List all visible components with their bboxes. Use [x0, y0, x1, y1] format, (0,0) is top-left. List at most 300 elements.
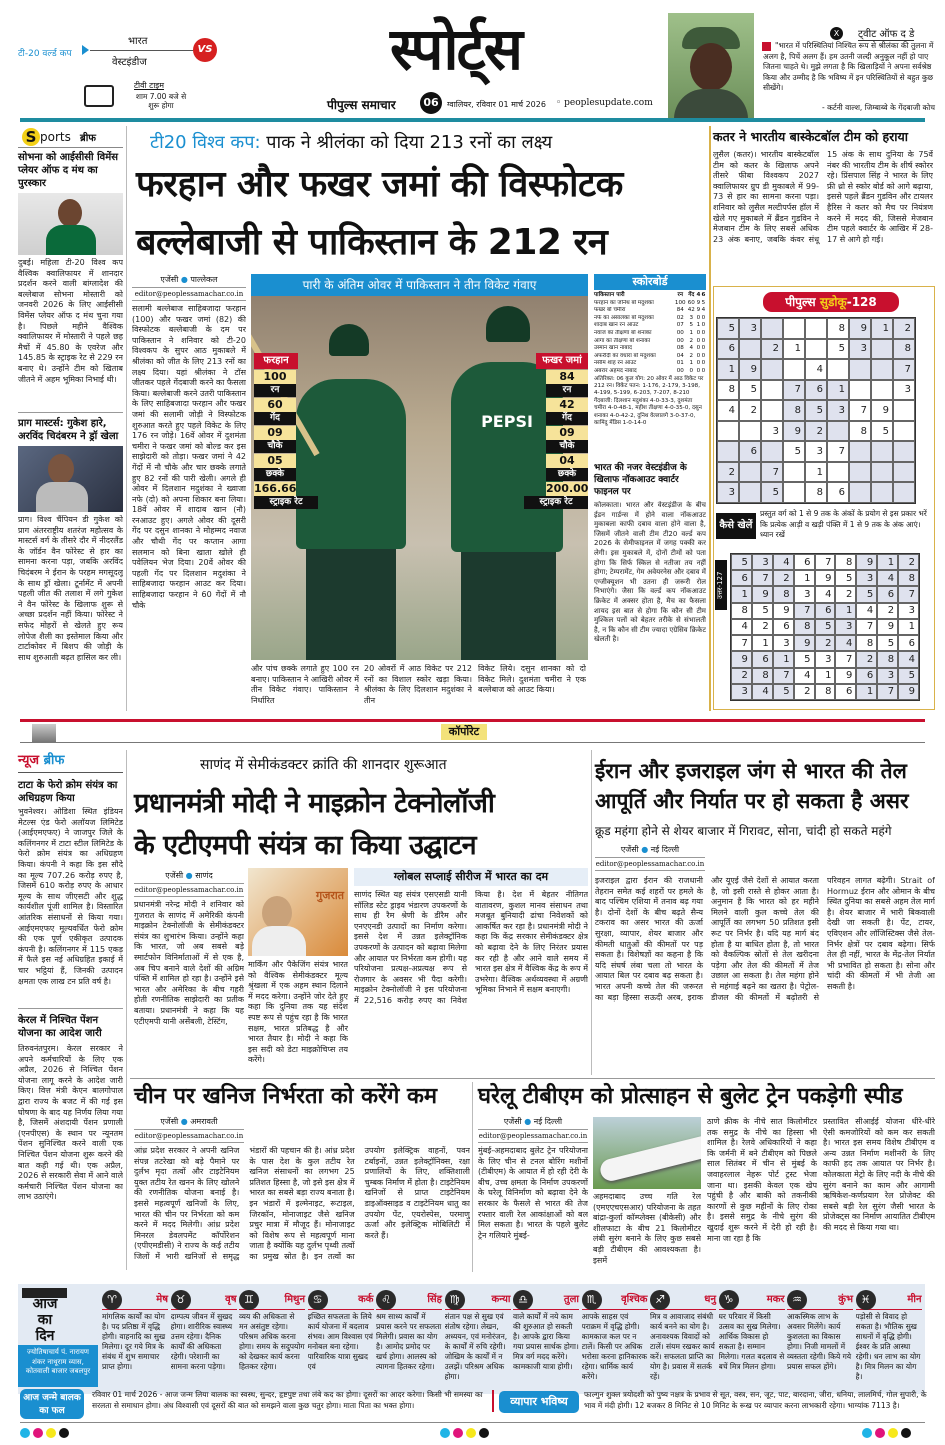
scoreboard-cell: 08	[676, 345, 684, 352]
scoreboard-cell: 0	[701, 329, 706, 336]
sudoku-cell[interactable]	[893, 441, 915, 462]
sudoku-cell[interactable]	[783, 318, 805, 339]
solution-cell: 7	[815, 554, 836, 570]
sudoku-cell[interactable]: 5	[761, 482, 783, 503]
sudoku-cell[interactable]: 3	[805, 441, 827, 462]
farhan-name: फरहान	[254, 353, 298, 369]
scoreboard-cell: अबरार अहमद नाबाद	[594, 367, 637, 374]
sudoku-cell[interactable]: 5	[805, 400, 827, 421]
sudoku-cell[interactable]	[739, 339, 761, 360]
solution-cell: 6	[773, 619, 794, 635]
sign-name	[787, 1290, 853, 1310]
solution-cell: 2	[835, 586, 856, 602]
sudoku-cell[interactable]: 2	[717, 462, 739, 483]
micron-kicker: साणंद में सेमीकंडक्टर क्रांति की शानदार शुरूआत	[200, 757, 447, 773]
sudoku-cell[interactable]	[871, 339, 893, 360]
solution-cell: 2	[856, 651, 877, 667]
scoreboard-cell: 0	[696, 360, 701, 367]
iran-column	[595, 844, 705, 874]
qatar-body: लुसैल (कतर)। भारतीय बास्केटबॉल टीम को कतर के खिलाफ अपने तीसरे फीबा विश्वकप 2027 क्वालिफायर ग्रुप डी मुकाबले में 99-73 से हार का सामना करना पड़ा। शनिवार को लुसैल मल्टीपर्पस हॉल में खेले गए मुकाबले में ब्रैंडन गुडविन ने मेजबान टीम के लिए सबसे अधिक 23 अंक बनाए, जबकि कंवर संधू 15 अंक के साथ दुनिया के 75वें नंबर की भारतीय टीम के शीर्ष स्कोरर रहे। प्रिंसपाल सिंह ने भारत के लिए फ्री थ्रो से स्कोर बोर्ड को आगे बढ़ाया, इससे पहले ब्रैंडन गुडविन और टायलर हैरिस ने कतर को मैच पर नियंत्रण करने में मदद की, जिससे मेजबान टीम पहले क्वार्टर के आखिर में 28-17 से आगे हो गई।	[713, 150, 933, 244]
solution-cell: 6	[856, 668, 877, 684]
sudoku-cell[interactable]: 9	[739, 359, 761, 380]
scoreboard-cell: 9	[696, 307, 701, 314]
sudoku-title-a: पीपुल्स	[785, 295, 816, 309]
sudoku-cell[interactable]: 5	[871, 421, 893, 442]
scoreboard-cell: 100	[674, 299, 686, 306]
paper-name: पीपुल्स समाचार	[327, 98, 396, 112]
zodiac-icon: ♈	[102, 1290, 122, 1310]
bottom-rule	[20, 1422, 925, 1423]
sign-label: सिंह	[427, 1294, 442, 1305]
iran-headline-1: ईरान और इजराइल जंग से भारत की तेल	[595, 759, 907, 783]
solution-cell: 3	[835, 619, 856, 635]
horoscope-sign	[376, 1290, 442, 1390]
sudoku-cell[interactable]	[761, 359, 783, 380]
sign-name	[376, 1290, 442, 1310]
x-logo-icon: X	[830, 27, 843, 40]
sudoku-cell[interactable]	[893, 400, 915, 421]
team1: भारत	[128, 36, 148, 47]
sudoku-cell[interactable]: 8	[893, 339, 915, 360]
solution-cell: 1	[815, 668, 836, 684]
tweet-body: "भारत में परिस्थितियां निश्चित रूप से श्रीलंका की तुलना में अलग है, पिचें अलग हैं। हम उतनी जल्दी अनुकूल नहीं हो पाए जितना चाहते थे। मुझे लगता है कि खिलाड़ियों ने अपना सर्वश्रेष्ठ किया और उम्मीद है कि भविष्य में इन परिस्थितियों से बहुत कुछ सीखेंगे।	[763, 41, 934, 92]
corporate-rule-bottom	[20, 742, 925, 743]
sudoku-cell[interactable]: 8	[849, 421, 871, 442]
solution-cell: 7	[898, 586, 919, 602]
sign-text: इच्छित सफलता के लिये कार्य योजना में बदलाव संभव। आम विश्वास एवं मनोबल बना रहेगा। पारिवारिक यात्रा सुखद एवं	[307, 1312, 373, 1371]
divider	[18, 1008, 123, 1009]
answer-label: उत्तर-127	[715, 560, 727, 610]
sudoku-cell[interactable]	[849, 482, 871, 503]
bullet-body-4: प्रस्तावित सीआईई योजना धीरे-धीरे ऐसी कमजोरियों को कम कर सकती है। भारत इस समय विशेष टीबीएम व अन्य उन्नत निर्माण मशीनरी के लिए काफी हद तक आयात पर निर्भर है। कोलकाता मेट्रो के लिए नदी के नीचे की सुरंग बनाने का काम और आगामी ऋषिकेश-कर्णप्रयाग रेल प्रोजेक्ट की सबसे बड़ी रेल सुरंग जैसी भारत के प्रोजेक्ट्स का निर्माण आयातित टीबीएम की मदद से किया गया था।	[823, 1117, 935, 1232]
scoreboard-cell: 4	[701, 307, 706, 314]
horoscope-sign	[308, 1290, 374, 1390]
solution-cell: 6	[835, 684, 856, 700]
scoreboard-cell: अफरीदी का वधारा बो मदुशंका	[594, 352, 656, 359]
zodiac-icon: ♊	[239, 1290, 259, 1310]
scoreboard-row	[594, 360, 706, 368]
stat-label: चौके	[254, 440, 296, 453]
sign-name	[239, 1290, 305, 1310]
solution-cell: 5	[815, 619, 836, 635]
sudoku-title	[763, 292, 899, 312]
sudoku-cell[interactable]	[761, 318, 783, 339]
china-body: आंध्र प्रदेश सरकार ने अपनी खनिज संपन्न तटरेखा को बड़े पैमाने पर दुर्लभ मृदा तत्वों और टाइटेनियम युक्त तटीय रेत खनन के लिए खोलने की रणनीतिक योजना बनाई है। इससे महत्वपूर्ण खनिजों के लिए, भारत की चीन पर निर्भरता को कम करने में मदद मिलेगी। आंध्र प्रदेश मिनरल डेवलपमेंट कॉर्पोरेशन (एपीएमडीसी) ने राज्य के कई तटीय जिलों में भारी खनिजों से समृद्ध भंडारों की पहचान की है। आंध्र प्रदेश के पास देश के कुल तटीय रेत खनिज संसाधनों का लगभग 25 प्रतिशत हिस्सा है, जो इसे इस क्षेत्र में भारत का सबसे बड़ा राज्य बनाता है। इन भंडारों में इल्मेनाइट, रूटाइल, जिरकॉन, मोनाजाइट जैसे खनिज प्रचुर मात्रा में मौजूद हैं। मोनाजाइट को विशेष रूप से महत्वपूर्ण माना जाता है क्योंकि यह दुर्लभ पृथ्वी तत्वों का प्रमुख स्रोत है। इन तत्वों का उपयोग इलेक्ट्रिक वाहनों, पवन टर्बाइनों, उन्नत इलेक्ट्रॉनिक्स, रक्षा प्रणालियों के लिए, शक्तिशाली चुम्बक निर्माण में होता है। टाइटेनियम खनिजों से प्राप्त टाइटेनियम डाइऑक्साइड व टाइटेनियम धातु का उपयोग पेंट, एयरोस्पेस, परमाणु ऊर्जा और इलेक्ट्रिक मोबिलिटी में करते हैं।	[134, 1146, 470, 1261]
solution-cell: 4	[877, 570, 898, 586]
stat-label: गेंद	[254, 412, 296, 425]
zodiac-icon: ♉	[171, 1290, 191, 1310]
horoscope-sign	[719, 1290, 785, 1390]
scoreboard-row	[594, 345, 706, 353]
solution-cell: 5	[835, 570, 856, 586]
sudoku-cell[interactable]	[849, 462, 871, 483]
sign-text: मित्र व आवाजाद संबंधी कार्य बनने का योग है। अनावश्यक विवादों को टालें। संयम रखकर कार्य करें। सफलता प्राप्ति का योग है। प्रवास में सतर्क रहें।	[650, 1312, 715, 1381]
solution-cell: 4	[898, 651, 919, 667]
sign-label: धनु	[704, 1294, 716, 1305]
sudoku-cell[interactable]: 7	[761, 462, 783, 483]
solution-cell: 2	[773, 570, 794, 586]
sudoku-cell[interactable]	[849, 359, 871, 380]
sudoku-cell[interactable]: 8	[805, 482, 827, 503]
stat-label: छक्के	[546, 468, 588, 481]
sudoku-cell[interactable]: 9	[783, 421, 805, 442]
photo-label: गुजरात	[316, 889, 344, 902]
scoreboard-cell: 0	[701, 367, 706, 374]
col-header: गेंद	[688, 292, 695, 298]
scoreboard-cell: 2	[689, 337, 694, 344]
scoreboard-cell: नवाज का तीक्षणा बो शनाका	[594, 329, 652, 336]
sign-text: पड़ोसी से विवाद हो सकता है। भौतिक सुख साधनों में वृद्धि होगी। ईश्वर के प्रति आस्था रहेगी। धन लाभ का योग है। मित्र मिलन का योग है।	[855, 1312, 921, 1381]
business-text: फाल्गुन शुक्ल त्रयोदशी को पुष्य नक्षत्र के प्रभाव से सूत, वस्त्र, सन, जूट, पाट, बारदाना, जीरा, धनिया, लालमिर्च, गोल सुपारी, के भाव में मंदी होगी। 12 बजकर 8 मिनिट से 10 मिनिट के रूख पर व्यापार करना लाभकारी रहेगा। भाग्यांक 7113 है।	[584, 1390, 927, 1410]
solution-cell: 5	[752, 603, 773, 619]
scoreboard-title: स्कोरबोर्ड	[594, 274, 706, 290]
how-to-play-text: प्रस्तुत वर्ग को 1 से 9 तक के अंकों के प्रयोग से इस प्रकार भरें कि प्रत्येक आड़ी व खड़ी पंक्ति में 1 से 9 तक के अंक आएं। ध्यान रखें	[760, 509, 927, 539]
zodiac-icon: ♑	[719, 1290, 739, 1310]
agency: एजेंसी	[620, 845, 639, 854]
black-mark	[901, 1428, 911, 1438]
news-brief-headline-1: टाटा के फेरो क्रोम संयंत्र का अधिग्रहण किया	[18, 780, 118, 804]
sudoku-cell[interactable]	[893, 482, 915, 503]
scoreboard-cell: 0	[701, 314, 706, 321]
sudoku-cell[interactable]	[739, 421, 761, 442]
email: editor@peoplessamachar.co.in	[134, 886, 244, 897]
sudoku-cell[interactable]	[893, 462, 915, 483]
scoreboard-header	[594, 292, 706, 300]
iran-headline-2: आपूर्ति और निर्यात पर हो सकता है असर	[595, 789, 909, 813]
sign-name	[582, 1290, 648, 1310]
sign-text: व्यय की अधिकता से मन असंतुष्ट रहेगा। परिश्रम अधिक करना होगा। समय के सदुपयोग को देखकर कार्य करना हितकर रहेगा।	[239, 1312, 305, 1371]
sudoku-cell[interactable]: 2	[739, 400, 761, 421]
how-to-play-label: कैसे खेलें	[716, 513, 756, 539]
header-rule	[20, 118, 925, 122]
col-header: पाकिस्तान पारी	[594, 292, 625, 298]
sign-text: घर परिवार में किसी उत्सव का सुख मिलेगा। आर्थिक विकास हो सकता है। सम्मान मिलेगा। गलत बदलाव से बचें मित्र मिलन होगा।	[718, 1312, 785, 1371]
sudoku-cell[interactable]: 3	[893, 380, 915, 401]
solution-cell: 3	[877, 668, 898, 684]
sudoku-solution-grid	[730, 553, 920, 701]
solution-cell: 9	[752, 586, 773, 602]
sign-name	[308, 1290, 374, 1310]
scoreboard-cell: 0	[696, 329, 701, 336]
sign-text: आपके साहस एवं पराक्रम में वृद्धि होगी। कामकाज कल पर न टालें। किसी पर अधिक भरोसा करना हानिकारक रहेगा। धार्मिक कार्य करेंगे।	[581, 1312, 648, 1381]
place: नई दिल्ली	[533, 1117, 563, 1126]
sudoku-cell[interactable]	[871, 359, 893, 380]
micron-body-mid: मार्किंग और पैकेजिंग संयंत्र भारत को वैश्विक सेमीकंडक्टर मूल्य श्रृंखला में एक अहम स्थान दिलाने में मदद करेगा। उन्होंने जोर देते हुए कहा कि दुनिया तक यह संदेश स्पष्ट रूप से पहुंच रहा है कि भारत सक्षम, भारत प्रतिबद्ध है और भारत तैयार है। मोदी ने कहा कि इस सदी को डेटा माइक्रोचिप्स तय करेंगे।	[248, 960, 348, 1065]
solution-cell: 5	[731, 554, 752, 570]
solution-cell: 4	[794, 668, 815, 684]
solution-cell: 1	[794, 570, 815, 586]
sudoku-cell[interactable]: 3	[849, 339, 871, 360]
sudoku-cell[interactable]: 8	[717, 380, 739, 401]
strike-rate: 200.00	[546, 482, 589, 495]
sign-label: वृश्चिक	[621, 1294, 648, 1305]
sudoku-cell[interactable]	[761, 441, 783, 462]
scoreboard-cell: 0	[696, 314, 701, 321]
sudoku-cell[interactable]: 2	[805, 421, 827, 442]
scoreboard-cell: उस्मान खान नाबाद	[594, 345, 632, 352]
solution-cell: 2	[815, 635, 836, 651]
scoreboard-cell: 5	[701, 299, 706, 306]
horoscope-sign	[582, 1290, 648, 1390]
solution-cell: 2	[731, 668, 752, 684]
sudoku-cell[interactable]: 1	[827, 380, 849, 401]
logo-brief: ब्रीफ	[80, 133, 97, 144]
solution-cell: 6	[731, 570, 752, 586]
solution-cell: 8	[856, 635, 877, 651]
modi-photo	[248, 868, 348, 956]
solution-cell: 9	[815, 570, 836, 586]
scoreboard-cell: 5	[689, 322, 694, 329]
sudoku-cell[interactable]: 6	[717, 339, 739, 360]
sudoku-cell[interactable]: 7	[893, 359, 915, 380]
solution-cell: 2	[877, 603, 898, 619]
scoreboard-cell: 0	[696, 337, 701, 344]
scoreboard-row	[594, 300, 706, 308]
scoreboard-cell: 9	[696, 299, 701, 306]
main-story-column	[132, 274, 246, 699]
solution-cell: 2	[752, 619, 773, 635]
sports-brief-column	[18, 126, 123, 711]
horoscope-sign	[445, 1290, 511, 1390]
scoreboard-cell: 1	[689, 360, 694, 367]
scoreboard-row	[594, 338, 706, 346]
sudoku-cell[interactable]	[805, 318, 827, 339]
sudoku-cell[interactable]	[871, 441, 893, 462]
sudoku-cell[interactable]	[805, 339, 827, 360]
scoreboard-cell: 01	[676, 360, 684, 367]
sudoku-cell[interactable]: 3	[739, 318, 761, 339]
sudoku-cell[interactable]: 5	[739, 380, 761, 401]
scoreboard-cell: 4	[689, 345, 694, 352]
sudoku-cell[interactable]	[739, 462, 761, 483]
website-link[interactable]: ◦ peoplesupdate.com	[556, 98, 653, 108]
divider	[492, 1390, 494, 1412]
stat-value: 100	[254, 370, 296, 384]
sudoku-cell[interactable]: 6	[827, 482, 849, 503]
scoreboard-row	[594, 368, 706, 376]
black-mark	[59, 1428, 69, 1438]
solution-cell: 3	[752, 554, 773, 570]
solution-cell: 8	[898, 570, 919, 586]
horoscope-sign	[513, 1290, 579, 1390]
birth-text: रविवार 01 मार्च 2026 - आज जन्म लिया बालक का स्वस्थ, सुन्दर, हृष्टपुष्ट तथा लंबे कद का होगा। दूसरों का आदर करेगा। किसी भी समस्या का सरलता से समाधान होगा। अंध विश्वासी एवं दूसरों की बात को समझने वाला कुछ चतुर होगा। माता पिता का भक्त होगा।	[92, 1390, 483, 1410]
sudoku-puzzle-grid[interactable]	[716, 317, 916, 504]
sudoku-cell[interactable]: 4	[805, 359, 827, 380]
solution-cell: 6	[877, 586, 898, 602]
sudoku-cell[interactable]	[827, 359, 849, 380]
sudoku-cell[interactable]: 1	[871, 318, 893, 339]
scoreboard-cell: आगा का तीक्षणा बो शनाका	[594, 337, 651, 344]
sudoku-cell[interactable]	[739, 482, 761, 503]
sudoku-cell[interactable]	[871, 462, 893, 483]
micron-headline-1: प्रधानमंत्री मोदी ने माइक्रोन टेक्नोलॉजी	[134, 788, 495, 819]
email: editor@peoplessamachar.co.in	[595, 860, 705, 871]
solution-cell: 1	[898, 619, 919, 635]
horoscope-sign	[650, 1290, 716, 1390]
cyan-mark	[862, 1428, 872, 1438]
scoreboard-cell: 60	[687, 299, 695, 306]
horoscope-sign	[856, 1290, 922, 1390]
stat-value: 60	[254, 398, 296, 412]
sign-name	[856, 1290, 922, 1310]
sudoku-cell[interactable]: 6	[805, 380, 827, 401]
sign-text: संतान पक्ष से सुख एवं संतोष रहेगा। लेखन, अध्ययन, एवं मनोरंजन, के कार्यों में रुचि रहेगी। जोखिम के कार्यों में न उलझें। परिश्रम अधिक होगा।	[444, 1312, 508, 1381]
scoreboard-row	[594, 330, 706, 338]
sign-text: आकस्मिक लाभ के अवसर मिलेंगे। कार्य कुशलता का विकास होगा। निजी मामलों में व्यस्तता रहेगी। किये गये प्रयास सफल होंगे।	[787, 1312, 852, 1371]
corporate-rule-top	[20, 719, 925, 722]
dateline: ग्वालियर, रविवार 01 मार्च 2026	[447, 100, 546, 109]
sudoku-cell[interactable]	[761, 400, 783, 421]
micron-column	[134, 870, 244, 1070]
zodiac-icon: ♎	[513, 1290, 533, 1310]
solution-cell: 9	[877, 619, 898, 635]
solution-cell: 7	[773, 668, 794, 684]
scoreboard-cell: 1	[689, 329, 694, 336]
knockout-headline: भारत की नजर वेस्टइंडीज के खिलाफ नॉकआउट क्वार्टर फाइनल पर	[594, 463, 687, 497]
sudoku-cell[interactable]: 7	[783, 380, 805, 401]
byline: एजेंसी ● अमरावती	[134, 1116, 244, 1130]
sudoku-cell[interactable]: 3	[761, 421, 783, 442]
stat-label: रन	[254, 384, 296, 397]
sudoku-cell[interactable]: 8	[827, 318, 849, 339]
sudoku-number: -128	[846, 295, 877, 309]
fakhar-stats	[539, 353, 589, 509]
solution-cell: 9	[773, 603, 794, 619]
sudoku-cell[interactable]: 9	[871, 400, 893, 421]
sign-name	[719, 1290, 785, 1310]
fakhar-name: फखर जमां	[536, 353, 588, 369]
scoreboard-table	[594, 292, 706, 376]
coach-photo	[668, 13, 754, 118]
sudoku-cell[interactable]	[717, 421, 739, 442]
kicker-text: पाक ने श्रीलंका को दिया 213 रनों का लक्ष्य	[266, 132, 553, 153]
solution-cell: 4	[752, 684, 773, 700]
scoreboard-cell: 1	[696, 322, 701, 329]
sign-name	[102, 1290, 168, 1310]
sudoku-cell[interactable]: 4	[717, 400, 739, 421]
sudoku-cell[interactable]: 5	[717, 318, 739, 339]
sudoku-cell[interactable]: 7	[827, 441, 849, 462]
main-body-cont-2: 20 ओवरों में आठ विकेट पर 212 रनों का विशाल स्कोर खड़ा किया। श्रीलंका के लिए दिलशान मदुशंका ने तीन	[364, 664, 472, 705]
strike-rate-label: स्ट्राइक रेट	[524, 496, 588, 509]
player2-jersey: PEPSI	[451, 362, 563, 552]
sudoku-cell[interactable]	[783, 462, 805, 483]
sudoku-cell[interactable]: 1	[717, 359, 739, 380]
business-label: व्यापार भविष्य	[499, 1391, 579, 1413]
stat-value: 09	[546, 426, 588, 440]
china-headline: चीन पर खनिज निर्भरता को करेंगे कम	[134, 1084, 438, 1109]
solution-cell: 7	[835, 651, 856, 667]
sign-label: कन्या	[491, 1294, 511, 1305]
sudoku-cell[interactable]: 3	[717, 482, 739, 503]
sudoku-cell[interactable]	[827, 462, 849, 483]
solution-cell: 6	[752, 651, 773, 667]
sudoku-cell[interactable]: 8	[783, 400, 805, 421]
col-header: 4	[696, 292, 701, 298]
scoreboard-cell: 42	[687, 307, 695, 314]
sudoku-cell[interactable]: 6	[739, 441, 761, 462]
zodiac-icon: ♏	[582, 1290, 602, 1310]
sudoku-cell[interactable]	[849, 380, 871, 401]
sudoku-cell[interactable]	[717, 441, 739, 462]
sudoku-cell[interactable]	[871, 482, 893, 503]
solution-cell: 1	[773, 651, 794, 667]
cyan-mark	[440, 1428, 450, 1438]
scoreboard	[594, 274, 706, 454]
cricket-photo	[251, 274, 588, 660]
column-divider	[126, 750, 127, 1270]
solution-cell: 2	[898, 554, 919, 570]
stat-label: चौके	[546, 440, 588, 453]
sudoku-cell[interactable]: 1	[805, 462, 827, 483]
sign-name	[513, 1290, 579, 1310]
news-brief-body-2: तिरुवनंतपुरम। केरल सरकार ने अपने कर्मचारियों के लिए एक अप्रैल, 2026 से निश्चित पेंशन योजना लागू करने के आदेश जारी किए। वित्त मंत्री केएन बालगोपाल द्वारा राज्य के बजट में की गई इस घोषणा के बाद यह निर्णय लिया गया है, जिसमें अंशदायी पेंशन प्रणाली (एनपीएस) के स्थान पर न्यूनतम पेंशन सुनिश्चित करने वाली एक निश्चित पेंशन योजना शुरू करने की बात कही गई थी। एक अप्रैल, 2026 से सरकारी सेवा में आने वाले कर्मचारी निश्चित पेंशन योजना का लाभ उठाएंगे।	[18, 1044, 123, 1202]
solution-cell: 9	[731, 651, 752, 667]
zodiac-icon: ♍	[445, 1290, 465, 1310]
scoreboard-cell: 0	[701, 360, 706, 367]
magenta-mark	[453, 1428, 463, 1438]
main-headline-1: फरहान और फखर जमां की विस्फोटक	[136, 164, 623, 205]
page-number: 06	[420, 92, 442, 114]
solution-cell: 5	[773, 684, 794, 700]
solution-cell: 8	[877, 651, 898, 667]
sudoku-cell[interactable]: 2	[893, 318, 915, 339]
scoreboard-cell: 2	[689, 352, 694, 359]
logo-s: S	[22, 128, 40, 146]
yellow-mark	[888, 1428, 898, 1438]
china-byline-block	[134, 1116, 244, 1146]
scoreboard-cell: फखर बो चमीरा	[594, 307, 626, 314]
farhan-stats	[254, 353, 303, 509]
title-line: का	[37, 1312, 53, 1328]
solution-cell: 9	[794, 635, 815, 651]
sudoku-cell[interactable]: 2	[761, 339, 783, 360]
scoreboard-cell: 0	[696, 367, 701, 374]
solution-cell: 4	[835, 635, 856, 651]
sudoku-cell[interactable]: 5	[827, 339, 849, 360]
stat-value: 04	[546, 454, 588, 468]
gukesh-photo	[18, 446, 123, 512]
main-body: सलामी बल्लेबाज साहिबजादा फरहान (100) और फखर जमां (82) की विस्फोटक बल्लेबाजी के दम पर पाकिस्तान ने शनिवार को टी-20 विश्वकप के सुपर आठ मुकाबले में श्रीलंका को जीत के लिए 213 रनों का लक्ष्य दिया। यहां श्रीलंका ने टॉस जीतकर पहले गेंदबाजी करने का फैसला किया। बल्लेबाजी करने उतरी पाकिस्तान के लिए साहिबजादा फरहान और फखर जमां की सलामी जोड़ी ने विस्फोटक शुरुआत करते हुए पहले विकेट के लिए 176 रन जोड़े। 16वें ओवर में दुशमंता चमीरा ने फखर जमां को बोल्ड कर इस साझेदारी को तोड़ा। फखर जमां ने 42 गेंदों में नौ चौके और चार छक्के लगाते हुए 82 रनों की पारी खेली। अगले ही ओवर में दिलशान मदुशंका ने ख्वाजा नफे (दो) को अपना शिकार बना लिया। 18वें ओवर में शादाब खान (नौ) रनआउट हुए। अगले ओवर की दूसरी गेंद पर दसुन शानका ने मोहम्मद नवाज और चौथी गेंद पर कप्तान आगा सलमान को बिना खाता खोले ही पवेलियन भेज दिया। 20वें ओवर की पहली गेंद पर दिलशान मदुशंका ने साहिबजादा फरहान आउट कर दिया। साहिबजादा फरहान ने 60 गेंदों में नौ चौके	[132, 304, 246, 610]
place: साणंद	[195, 871, 213, 880]
scoreboard-cell: 07	[676, 322, 684, 329]
solution-cell: 5	[794, 651, 815, 667]
sudoku-cell[interactable]: 9	[849, 318, 871, 339]
sudoku-cell[interactable]: 7	[849, 400, 871, 421]
stat-label: गेंद	[546, 412, 588, 425]
solution-cell: 8	[815, 684, 836, 700]
solution-cell: 1	[731, 586, 752, 602]
solution-cell: 1	[856, 684, 877, 700]
sign-label: कुंभ	[838, 1294, 853, 1305]
magenta-mark	[33, 1428, 43, 1438]
sudoku-cell[interactable]: 1	[783, 339, 805, 360]
sudoku-cell[interactable]	[783, 482, 805, 503]
solution-cell: 8	[794, 619, 815, 635]
column-divider	[126, 126, 127, 711]
sudoku-cell[interactable]	[761, 380, 783, 401]
scoreboard-row	[594, 315, 706, 323]
sudoku-cell[interactable]	[827, 421, 849, 442]
sudoku-cell[interactable]	[871, 380, 893, 401]
sudoku-cell[interactable]: 5	[783, 441, 805, 462]
zodiac-icon: ♒	[787, 1290, 807, 1310]
sudoku-cell[interactable]: 3	[827, 400, 849, 421]
sudoku-cell[interactable]	[783, 359, 805, 380]
solution-cell: 6	[794, 554, 815, 570]
sudoku-cell[interactable]	[849, 441, 871, 462]
sudoku-cell[interactable]	[893, 421, 915, 442]
